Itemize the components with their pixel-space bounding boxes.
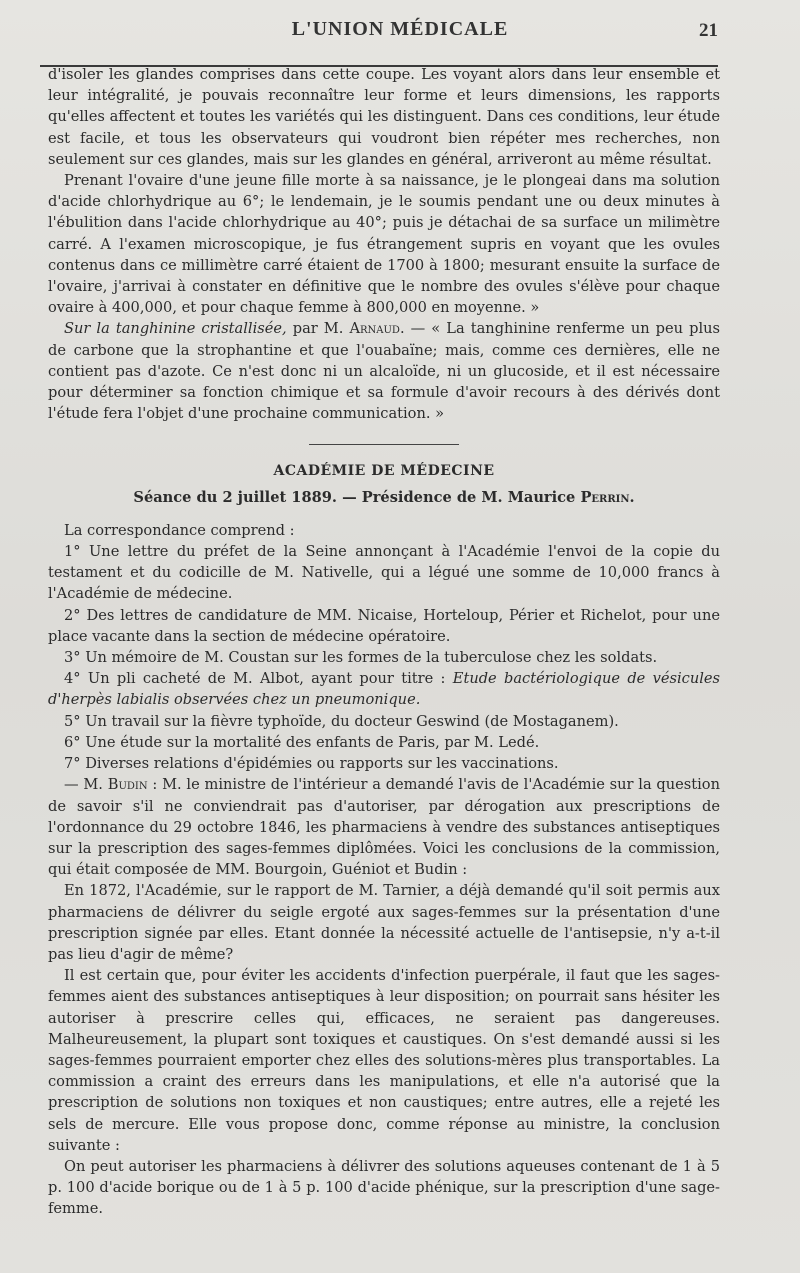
tanghinine-author: Arnaud xyxy=(349,320,400,338)
budin-name: Budin xyxy=(107,776,148,794)
paragraph-budin xyxy=(48,774,720,880)
correspondence-intro: La correspondance comprend : xyxy=(64,521,295,539)
session-suffix: . xyxy=(629,488,635,506)
item4-title: Etude bactériologique de vésicules d'herpès labialis observées chez un pneumonique. xyxy=(48,670,721,709)
correspondence-item-1: 1° Une lettre du préfet de la Seine annonçant à l'Académie l'envoi de la copie du testament et du codicille de M. Nativelle, qui a légué une somme de 10,000 francs à l'Académie de médecine. xyxy=(48,543,720,603)
budin-lead: — M. xyxy=(64,776,103,794)
page-header xyxy=(0,18,800,48)
correspondence-item-5: 5° Un travail sur la fièvre typhoïde, du docteur Geswind (de Mostaganem). xyxy=(64,712,619,730)
correspondence-item-7: 7° Diverses relations d'épidémies ou rapports sur les vaccinations. xyxy=(64,755,559,773)
correspondence-item-4 xyxy=(48,668,720,710)
paragraph-ovaire: Prenant l'ovaire d'une jeune fille morte à sa naissance, je le plongeai dans ma solution d'acide chlorhydrique au 6°; le lendemain, je le soumis pendant une ou deux minutes à l'ébulition dans l'acide chlorhydrique au 40°; puis je détachai de sa surface un milimètre carré. A l'examen microscopique, je fus étrangement supris en voyant que les ovules contenus dans ce millimètre carré étaient de 1700 à 1800; mesurant ensuite la surface de l'ovaire, j'arrivai à constater en définitive que le nombre des ovules s'élève pour chaque ovaire à 400,000, et pour chaque femme à 800,000 en moyenne. » xyxy=(48,172,720,317)
running-title: L'UNION MÉDICALE xyxy=(291,18,509,40)
tanghinine-text: . — « La tanghinine renferme un peu plus de carbone que la strophantine et que l'ouabaïne; mais, comme ces dernières, elle ne contient pas d'azote. Ce n'est donc ni un alcaloïde, ni un glucoside, et il est nécessaire pour déterminer sa fonction chimique et sa formule d'avoir recours à des dérivés dont l'étude fera l'objet d'une prochaine communication. » xyxy=(48,320,720,423)
session-president: Perrin xyxy=(580,488,630,506)
item4-prefix: 4° Un pli cacheté de M. Albot, ayant pour titre : xyxy=(64,670,446,688)
correspondence-item-6: 6° Une étude sur la mortalité des enfants de Paris, par M. Ledé. xyxy=(64,733,540,751)
section-title: ACADÉMIE DE MÉDECINE xyxy=(273,463,495,480)
page-number: 21 xyxy=(699,20,718,41)
session-line xyxy=(48,487,720,508)
article-body xyxy=(48,64,720,1220)
paragraph-certain: Il est certain que, pour éviter les accidents d'infection puerpérale, il faut que les sages-femmes aient des substances antiseptiques à leur disposition; on pourrait sans hésiter les autoriser à prescrire celles qui, efficaces, ne seraient pas dangereuses. Malheureusement, la plupart sont toxiques et caustiques. On s'est demandé aussi si les sages-femmes pourraient emporter chez elles des solutions-mères plus transportables. La commission a craint des erreurs dans les manipulations, et elle n'a autorisé que la prescription de solutions non toxiques et non caustiques; entre autres, elle a rejeté les sels de mercure. Elle vous propose donc, comme réponse au ministre, la conclusion suivante : xyxy=(48,967,720,1154)
correspondence-item-3: 3° Un mémoire de M. Coustan sur les formes de la tuberculose chez les soldats. xyxy=(64,649,658,667)
paragraph-glandes: d'isoler les glandes comprises dans cette coupe. Les voyant alors dans leur ensemble et leur intégralité, je pouvais reconnaître leur forme et leurs dimensions, les rapports qu'elles affectent et toutes les variétés qui les distinguent. Dans ces conditions, leur étude est facile, et tous les observateurs qui voudront bien répéter mes recherches, non seulement sur ces glandes, mais sur les glandes en général, arriveront au même résultat. xyxy=(48,66,720,168)
paragraph-conclusion: On peut autoriser les pharmaciens à délivrer des solutions aqueuses contenant de 1 à 5 p. 100 d'acide borique ou de 1 à 5 p. 100 d'acide phénique, sur la prescription d'une sage-femme. xyxy=(48,1157,720,1218)
budin-text: : M. le ministre de l'intérieur a demandé l'avis de l'Académie sur la question de savoir s'il ne conviendrait pas d'autoriser, par dérogation aux prescriptions de l'ordonnance du 29 octobre 1846, les pharmaciens à vendre des substances antiseptiques sur la prescription des sages-femmes diplômées. Voici les conclusions de la commission, qui était composée de MM. Bourgoin, Guéniot et Budin : xyxy=(48,776,720,879)
tanghinine-by: par M. xyxy=(292,320,344,338)
paragraph-tanghinine xyxy=(48,318,720,424)
paragraph-1872: En 1872, l'Académie, sur le rapport de M. Tarnier, a déjà demandé qu'il soit permis aux pharmaciens de délivrer du seigle ergoté aux sages-femmes sur la présentation d'une prescription signée par elles. Etant donnée la nécessité actuelle de l'antisepsie, n'y a-t-il pas lieu d'agir de même? xyxy=(48,882,720,963)
section-divider xyxy=(309,444,459,445)
session-prefix: Séance du 2 juillet 1889. — Présidence de M. Maurice xyxy=(133,488,576,506)
tanghinine-title: Sur la tanghinine cristallisée, xyxy=(64,320,287,338)
correspondence-item-2: 2° Des lettres de candidature de MM. Nicaise, Horteloup, Périer et Richelot, pour une place vacante dans la section de médecine opératoire. xyxy=(48,606,720,645)
